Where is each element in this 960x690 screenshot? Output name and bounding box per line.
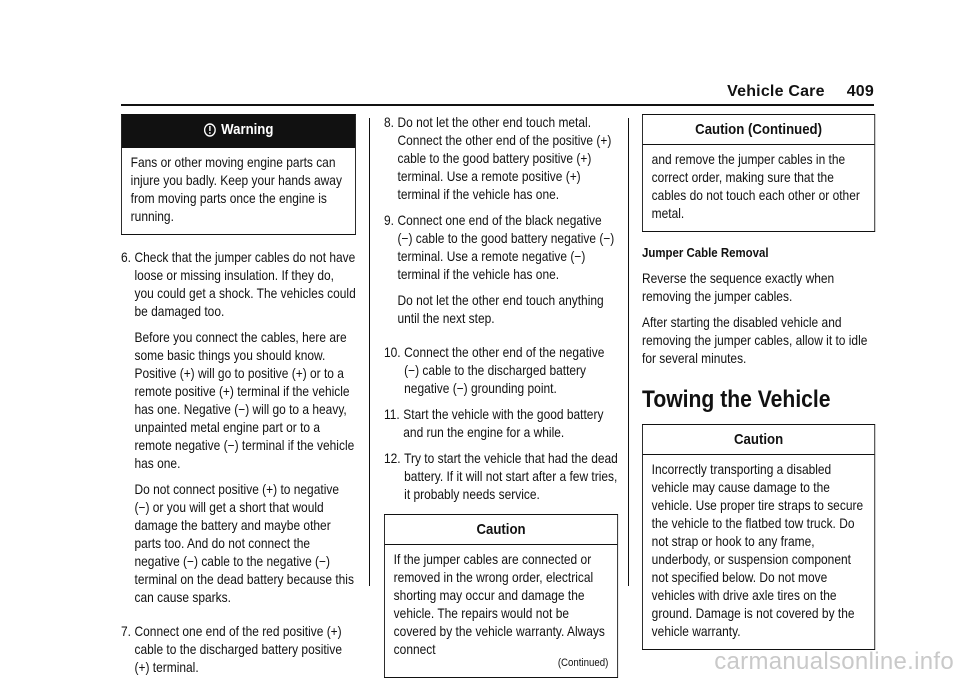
warning-box	[121, 114, 356, 235]
step-text: Check that the jumper cables do not have loose or missing insulation. If they do, you could get a shock. The vehicles could be damaged too.	[134, 250, 356, 319]
step-6	[121, 249, 356, 615]
removal-paragraph: After starting the disabled vehicle and removing the jumper cables, allow it to idle for several minutes.	[642, 315, 868, 366]
header-rule	[121, 104, 874, 106]
step-number: 12.	[384, 451, 401, 466]
towing-caution-box	[642, 424, 875, 650]
step-12	[384, 450, 618, 504]
step-number: 11.	[384, 407, 400, 422]
step-9	[384, 212, 618, 336]
warning-text: Fans or other moving engine parts can injure you badly. Keep your hands away from moving parts once the engine is running.	[130, 155, 342, 224]
caution-continued-box	[642, 114, 875, 232]
warning-header	[122, 115, 355, 148]
step-number: 6.	[121, 250, 131, 265]
removal-paragraph: Reverse the sequence exactly when removing the jumper cables.	[642, 271, 835, 304]
step-text: Do not let the other end touch metal. Connect the other end of the positive (+) cable to the good battery positive (+) terminal. Use a remote positive (+) terminal if the vehicle has one.	[397, 115, 612, 202]
caution-header: Caution (Continued)	[643, 115, 874, 145]
towing-heading: Towing the Vehicle	[642, 386, 831, 413]
step-text: Connect one end of the red positive (+) cable to the discharged battery positive (+) terminal.	[134, 624, 342, 675]
caution-header: Caution	[643, 425, 874, 455]
step-text: Start the vehicle with the good battery and run the engine for a while.	[403, 407, 604, 440]
step-8	[384, 114, 618, 204]
continued-label: (Continued)	[557, 657, 609, 669]
step-11	[384, 406, 618, 442]
step-10	[384, 344, 618, 398]
caution-text: If the jumper cables are connected or removed in the wrong order, electrical shorting may occur and damage the vehicle. The repairs would not be covered by the vehicle warranty. Always connect	[393, 552, 605, 657]
step-text: Connect one end of the black negative (−) cable to the good battery negative (−) terminal. Use a remote negative (−) terminal if the vehicle has one.	[397, 213, 615, 282]
watermark: carmanualsonline.info	[714, 648, 954, 675]
caution-text: and remove the jumper cables in the correct order, making sure that the cables do not touch each other or other metal.	[651, 152, 860, 221]
caution-box	[384, 514, 618, 678]
step-number: 10.	[384, 345, 401, 360]
warning-icon	[204, 123, 216, 142]
step-text: Connect the other end of the negative (−) cable to the discharged battery negative (−) grounding point.	[404, 345, 605, 396]
page-number: 409	[846, 83, 874, 100]
section-title: Vehicle Care	[727, 83, 825, 100]
step-7	[121, 623, 356, 677]
caution-header: Caution	[385, 515, 617, 545]
column-3	[642, 114, 875, 662]
step-number: 8.	[384, 115, 394, 130]
step-number: 7.	[121, 624, 131, 639]
step-text: Try to start the vehicle that had the dead battery. If it will not start after a few tries, it probably needs service.	[404, 451, 618, 502]
column-divider-left	[369, 118, 370, 586]
column-2	[384, 114, 618, 690]
caution-text: Incorrectly transporting a disabled vehicle may cause damage to the vehicle. Use proper tire straps to secure the vehicle to the flatbed tow truck. Do not strap or hook to any frame, underbody, or suspension component not specified below. Do not move vehicles with drive axle tires on the ground. Damage is not covered by the vehicle warranty.	[651, 462, 864, 639]
page-header	[727, 83, 874, 101]
column-1	[121, 114, 356, 685]
step-number: 9.	[384, 213, 394, 228]
step-text: Do not connect positive (+) to negative (−) or you will get a short that would damage the battery and maybe other parts too. And do not connect the negative (−) cable to the negative (−) terminal on the dead battery because this can cause sparks.	[134, 482, 354, 605]
jumper-cable-removal-heading: Jumper Cable Removal	[642, 245, 769, 260]
column-divider-right	[628, 118, 629, 586]
step-text: Before you connect the cables, here are some basic things you should know. Positive (+) will go to positive (+) or to a remote positive (+) terminal if the vehicle has one. Negative (−) will go to a heavy, unpainted metal engine part or to a remote negative (−) terminal if the vehicle has one.	[134, 330, 355, 471]
warning-title: Warning	[221, 121, 274, 138]
step-text: Do not let the other end touch anything until the next step.	[397, 293, 604, 326]
